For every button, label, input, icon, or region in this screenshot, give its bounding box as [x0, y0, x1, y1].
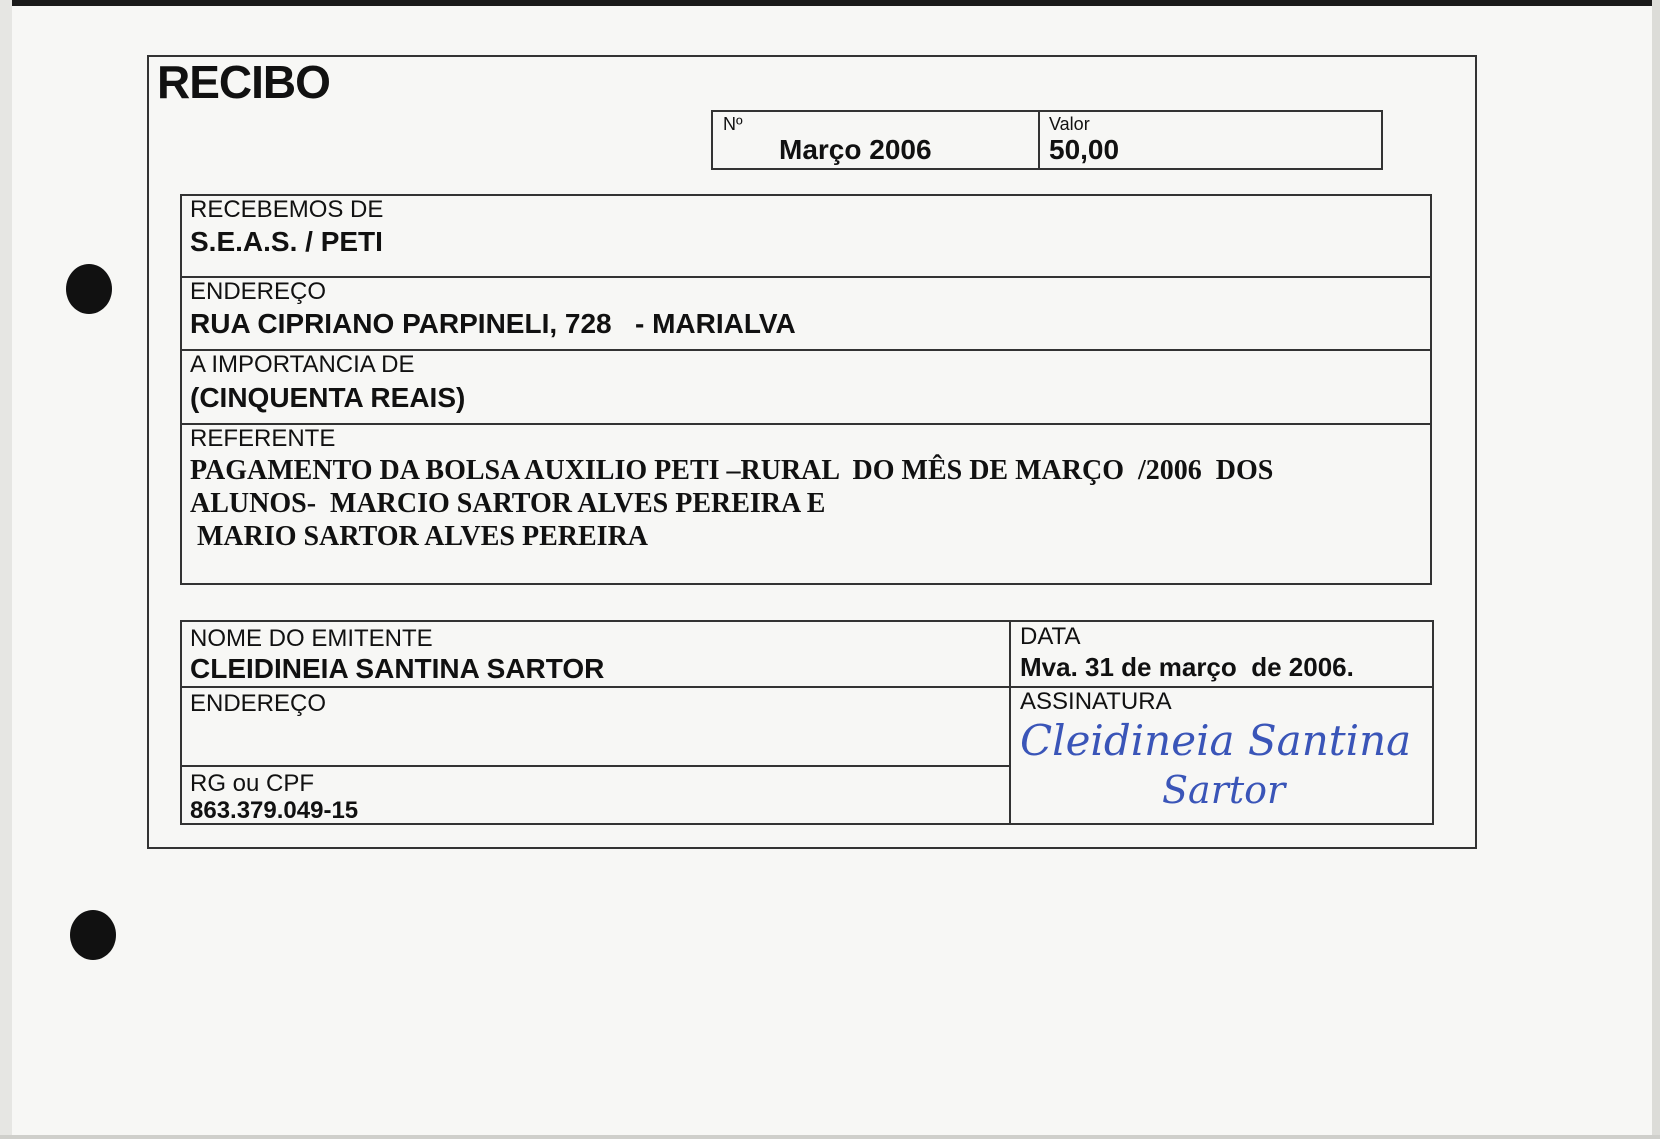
value-label: Valor — [1049, 114, 1090, 134]
date-value: Mva. 31 de março de 2006. — [1020, 652, 1354, 682]
amount-label: A IMPORTANCIA DE — [190, 351, 415, 378]
row-divider — [182, 765, 1010, 767]
column-divider — [1009, 622, 1011, 823]
row-divider — [182, 423, 1430, 425]
row-divider — [182, 276, 1430, 278]
receipt-title: RECIBO — [157, 56, 330, 108]
issuer-address-label: ENDEREÇO — [190, 690, 327, 717]
number-value-box — [711, 110, 1383, 170]
received-from-value: S.E.A.S. / PETI — [190, 226, 383, 257]
scan-edge-top — [0, 0, 1660, 6]
punch-hole-lower — [70, 910, 116, 960]
box-divider — [1038, 112, 1040, 170]
scan-edge-left — [0, 0, 12, 1139]
receipt-details-section — [180, 194, 1432, 585]
punch-hole-upper — [66, 264, 112, 314]
issuer-id-label: RG ou CPF — [190, 770, 315, 797]
amount-value: (CINQUENTA REAIS) — [190, 382, 466, 413]
handwritten-signature-surname: Sartor — [1162, 768, 1286, 812]
issuer-section — [180, 620, 1434, 825]
scan-edge-right — [1652, 0, 1660, 1139]
issuer-name-label: NOME DO EMITENTE — [190, 625, 433, 652]
signature-label: ASSINATURA — [1020, 688, 1172, 715]
scan-edge-bottom — [0, 1135, 1660, 1139]
number-label: Nº — [723, 114, 743, 134]
issuer-name-value: CLEIDINEIA SANTINA SARTOR — [190, 653, 605, 684]
number-value: Março 2006 — [779, 134, 932, 165]
received-from-label: RECEBEMOS DE — [190, 196, 384, 223]
row-divider — [182, 686, 1432, 688]
value-amount: 50,00 — [1049, 134, 1120, 165]
date-label: DATA — [1020, 623, 1081, 650]
issuer-id-value: 863.379.049-15 — [190, 797, 359, 824]
reference-line: MARIO SARTOR ALVES PEREIRA — [190, 521, 649, 552]
address-value: RUA CIPRIANO PARPINELI, 728 - MARIALVA — [190, 308, 796, 339]
handwritten-signature: Cleidineia Santina — [1020, 716, 1412, 765]
address-label: ENDEREÇO — [190, 278, 327, 305]
reference-line: PAGAMENTO DA BOLSA AUXILIO PETI –RURAL DO MÊS DE MARÇO /2006 DOS — [190, 455, 1274, 486]
reference-line: ALUNOS- MARCIO SARTOR ALVES PEREIRA E — [190, 488, 826, 519]
reference-label: REFERENTE — [190, 425, 336, 452]
